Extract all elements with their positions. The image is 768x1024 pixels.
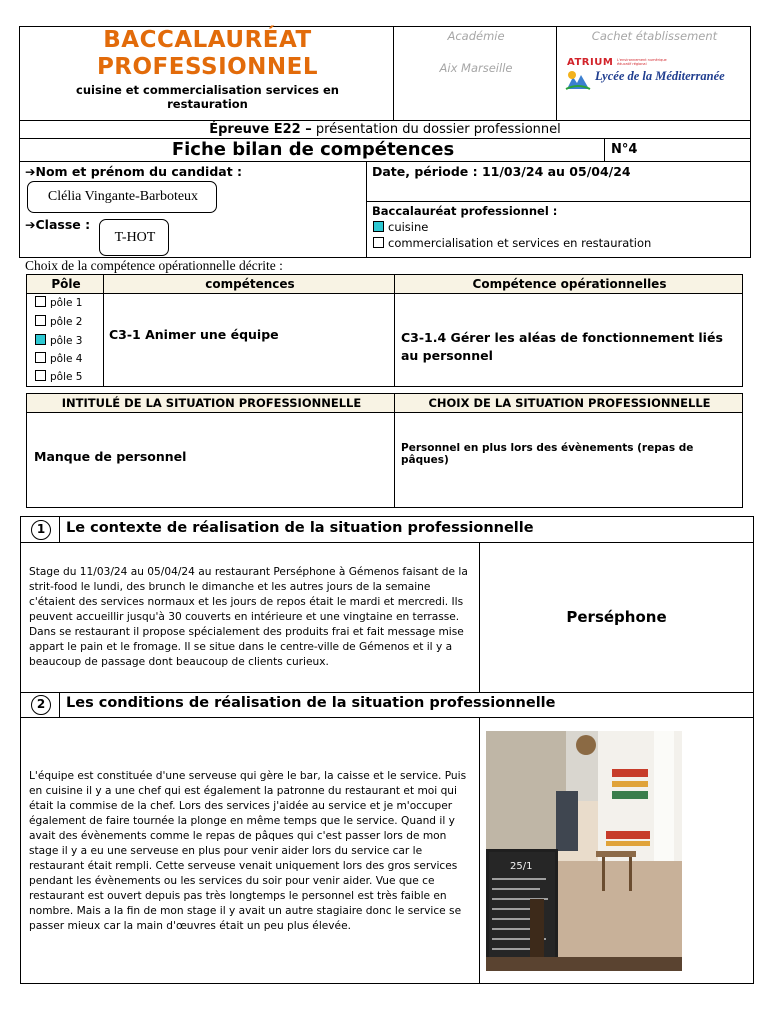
academie-box: [393, 26, 557, 121]
operationnelle-cell: [394, 293, 743, 387]
epreuve-row: [19, 120, 751, 139]
pole-5-option[interactable]: pôle 5: [35, 370, 82, 383]
bac-box: [366, 201, 751, 258]
academie-label: Académie: [447, 29, 505, 43]
cachet-label: Cachet établissement: [591, 29, 718, 43]
operationnelle-value: C3-1.4 Gérer les aléas de fonctionnement liés au personnel: [401, 330, 723, 363]
pole-1-option[interactable]: pôle 1: [35, 296, 82, 309]
competence-intro: Choix de la compétence opérationnelle décrite :: [25, 258, 283, 273]
section2-header: [20, 692, 754, 718]
name-field[interactable]: [27, 181, 217, 213]
intitule-cell: [26, 412, 395, 508]
school-logo-sun-icon: [565, 69, 591, 91]
arrow-right-icon: ➔: [25, 164, 36, 179]
epreuve-code: Épreuve E22 –: [209, 122, 312, 137]
intitule-value: Manque de personnel: [34, 449, 187, 464]
title-line2: PROFESSIONNEL: [96, 54, 319, 80]
name-value: Clélia Vingante-Barboteux: [47, 189, 199, 204]
photo-menu-date: 25/1: [510, 861, 533, 872]
choix-cell: [394, 412, 743, 508]
title-line1: BACCALAURÉAT: [103, 27, 312, 53]
checkbox-pole-3[interactable]: [35, 334, 46, 345]
col-competences-header: compétences: [103, 274, 395, 294]
restaurant-name: Perséphone: [566, 608, 667, 626]
checkbox-commercialisation[interactable]: [373, 237, 384, 248]
section1-number: 1: [31, 520, 51, 540]
checkbox-pole-1[interactable]: [35, 296, 46, 307]
section1-body: [20, 542, 754, 693]
pole-4-option[interactable]: pôle 4: [35, 352, 82, 365]
candidat-box: [19, 161, 367, 258]
section2-body: [20, 717, 754, 984]
competence-value: C3-1 Animer une équipe: [109, 327, 279, 342]
checkbox-cuisine[interactable]: [373, 221, 384, 232]
fiche-title-box: [19, 138, 605, 162]
logo-tagline: L'environnement numérique éducatif régional: [617, 58, 667, 66]
col-operationnelle-header: Compétence opérationnelles: [394, 274, 743, 294]
checkbox-pole-5[interactable]: [35, 370, 46, 381]
academie-value: Aix Marseille: [439, 61, 513, 75]
periode-box: [366, 161, 751, 202]
logo-brand: ATRIUM: [567, 57, 614, 68]
bac-label: Baccalauréat professionnel :: [372, 204, 558, 218]
name-label: ➔Nom et prénom du candidat :: [25, 164, 243, 179]
section2-number: 2: [31, 695, 51, 715]
intitule-header: INTITULÉ DE LA SITUATION PROFESSIONNELLE: [26, 393, 395, 413]
section2-title: Les conditions de réalisation de la situation professionnelle: [66, 695, 556, 711]
section2-text: L'équipe est constituée d'une serveuse qui gère le bar, la caisse et le service. Puis en cuisine il y a une chef qui est également la patronne du restaurant et moi qui était la commise de la chef. Lors des services j'aidée au service et je m'occuper également de faire tournée la plonge en même temps que le service. Quand il y avait des évènements comme le repas de pâques qui c'est passer lors de mon stage il y a eu une serveuse en plus pour venir aider lors du service car le restaurant était rempli. Cette serveuse venait uniquement lors des gros services pendant les évènements ou les services du soir pour venir aider. Vue que ce restaurant est ouvert depuis pas très longtemps le personnel est très faible en nombre. Mais a la fin de mon stage il y avait un autre stagiaire donc le service se passer mieux car la main d'œuvres était un peu plus élevée.: [29, 770, 467, 932]
fiche-number: N°4: [611, 142, 638, 157]
competence-cell: [103, 293, 395, 387]
classe-value: T-HOT: [114, 230, 156, 245]
section1-text: Stage du 11/03/24 au 05/04/24 au restaurant Perséphone à Gémenos faisant de la strit-food le lundi, des brunch le dimanche et les autres jours de la semaine c'étaient des services normaux et les jours de repos était le mardi et mercredi. Ils peuvent accueillir jusqu'à 30 couverts en intérieure et une vingtaine en terrasse. Dans se restaurant il propose spécialement des produits frai et fait message mise appart le pain et le fromage. Il se situe dans le centre-ville de Gémenos et il y a beaucoup de passage dont beaucoup de clients curieux.: [29, 566, 468, 668]
logo-school: Lycée de la Méditerranée: [595, 69, 725, 83]
subtitle: cuisine et commercialisation services en restauration: [76, 83, 339, 111]
section1-title: Le contexte de réalisation de la situation professionnelle: [66, 520, 534, 536]
header-title-box: [19, 26, 394, 121]
pole-2-option[interactable]: pôle 2: [35, 315, 82, 328]
checkbox-pole-2[interactable]: [35, 315, 46, 326]
school-logo: [565, 57, 747, 93]
arrow-right-icon: ➔: [25, 217, 36, 232]
pole-3-option[interactable]: pôle 3: [35, 334, 82, 347]
col-pole-header: Pôle: [26, 274, 104, 294]
restaurant-photo: [486, 731, 682, 971]
choix-value: Personnel en plus lors des évènements (repas de pâques): [401, 442, 694, 466]
fiche-title: Fiche bilan de compétences: [171, 139, 455, 160]
section1-header: [20, 516, 754, 543]
periode-label: Date, période : 11/03/24 au 05/04/24: [372, 164, 631, 179]
epreuve-label: présentation du dossier professionnel: [315, 122, 561, 137]
choix-header: CHOIX DE LA SITUATION PROFESSIONNELLE: [394, 393, 743, 413]
cachet-box: [556, 26, 751, 121]
classe-field[interactable]: [99, 219, 169, 256]
option-commercialisation[interactable]: commercialisation et services en restauration: [373, 236, 651, 250]
pole-list: [26, 293, 104, 387]
fiche-number-box: [604, 138, 751, 162]
classe-label: ➔Classe :: [25, 217, 91, 232]
option-cuisine[interactable]: cuisine: [373, 220, 428, 234]
checkbox-pole-4[interactable]: [35, 352, 46, 363]
